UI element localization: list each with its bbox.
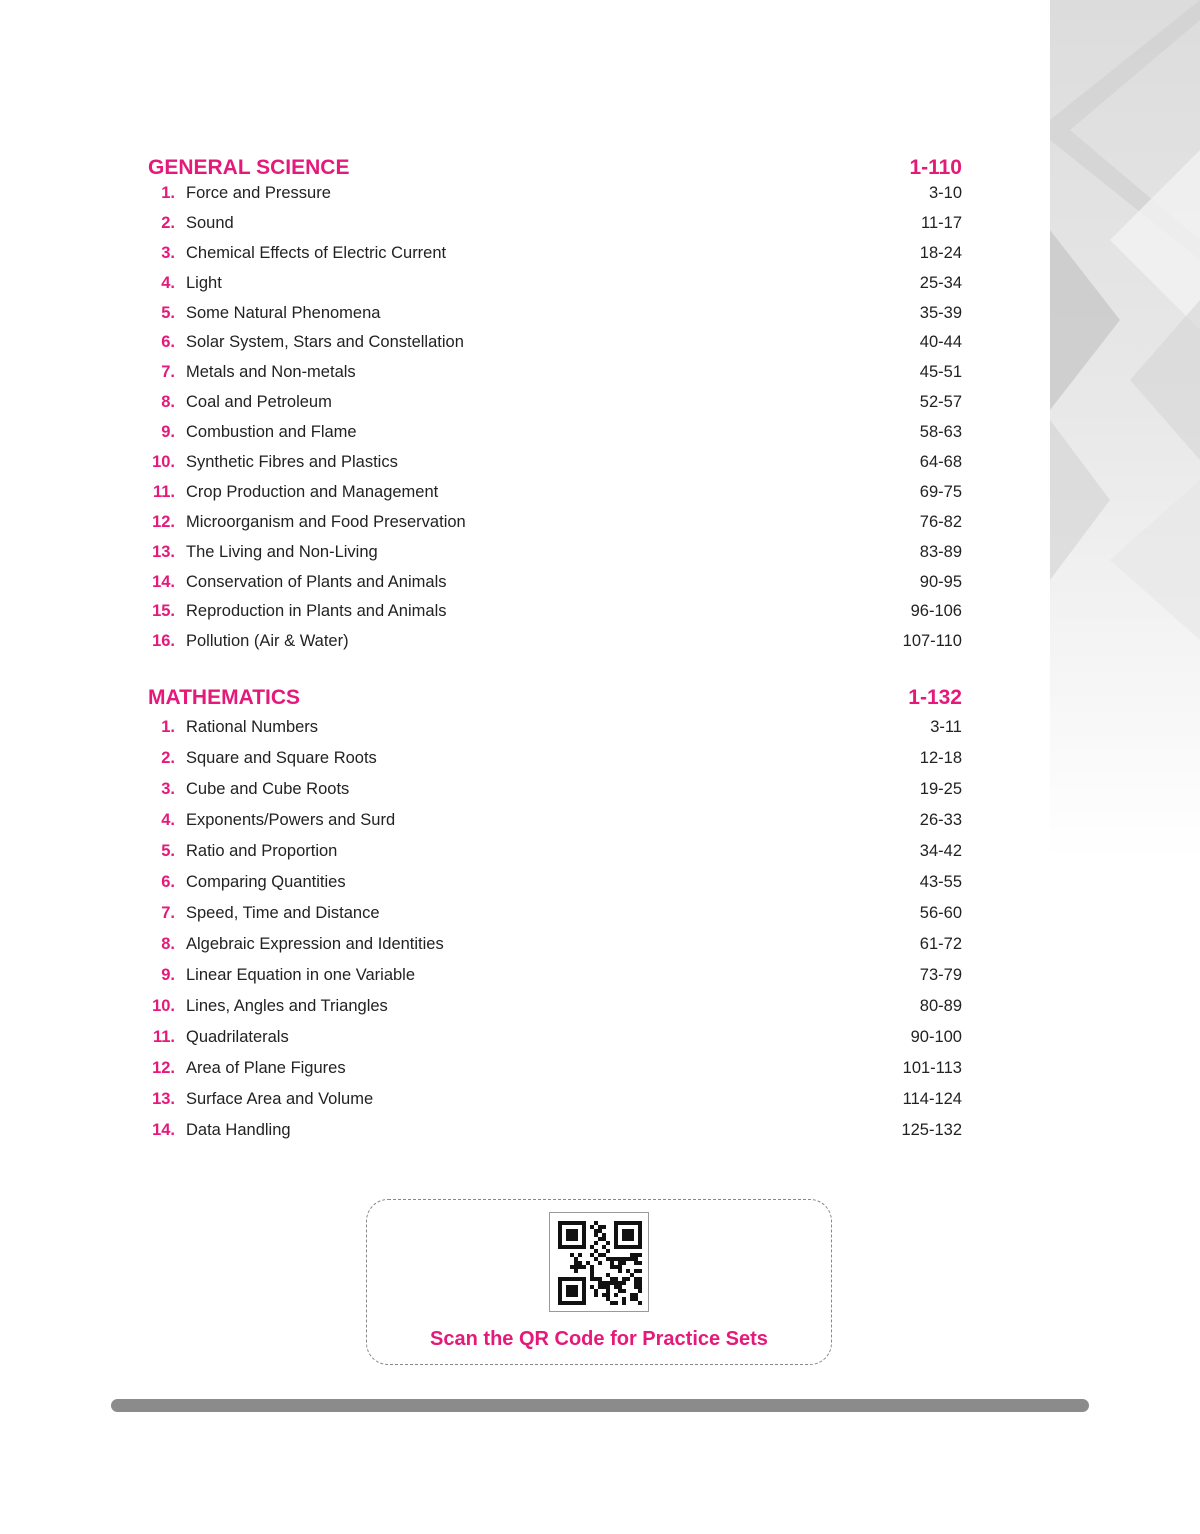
chapter-title: Light	[186, 273, 222, 292]
chapter-pages: 35-39	[919, 303, 962, 322]
chapter-pages: 45-51	[919, 363, 962, 382]
chapter-pages: 25-34	[919, 273, 962, 292]
chapter-pages: 12-18	[919, 749, 962, 767]
chapter-title: Combustion and Flame	[186, 423, 357, 442]
toc-row	[148, 1059, 962, 1090]
chapter-title: Sound	[186, 213, 234, 232]
chapter-number: 2.	[161, 749, 175, 767]
chapter-title: Coal and Petroleum	[186, 393, 332, 412]
footer-bar	[111, 1399, 1089, 1412]
chapter-title: Algebraic Expression and Identities	[186, 935, 444, 953]
chapter-pages: 11-17	[921, 213, 962, 232]
toc-row	[148, 718, 962, 749]
toc-row	[148, 1090, 962, 1121]
section-page-range: 1-110	[909, 156, 962, 179]
chapter-number: 4.	[161, 811, 175, 829]
toc-row	[148, 513, 962, 543]
chapter-number: 14.	[152, 572, 175, 591]
chapter-number: 1.	[161, 184, 175, 202]
chapter-pages: 125-132	[901, 1121, 962, 1139]
chapter-pages: 26-33	[919, 811, 962, 829]
chapter-pages: 69-75	[919, 482, 962, 501]
chapter-number: 2.	[161, 213, 175, 232]
chapter-title: The Living and Non-Living	[186, 542, 378, 561]
toc-row	[148, 543, 962, 573]
toc-section-general-science	[148, 156, 962, 662]
chapter-title: Synthetic Fibres and Plastics	[186, 453, 398, 472]
section-heading	[148, 686, 962, 714]
chapter-pages: 3-10	[928, 184, 962, 202]
toc-row	[148, 904, 962, 935]
toc-row	[148, 997, 962, 1028]
chapter-number: 3.	[161, 243, 175, 262]
chapter-number: 3.	[161, 780, 175, 798]
chapter-number: 14.	[152, 1121, 175, 1139]
toc-row	[148, 873, 962, 904]
toc-row	[148, 811, 962, 842]
chapter-title: Cube and Cube Roots	[186, 780, 350, 798]
toc-row	[148, 1121, 962, 1152]
chapter-pages: 73-79	[919, 966, 962, 984]
chapter-number: 12.	[152, 1059, 175, 1077]
chapter-title: Rational Numbers	[186, 718, 319, 736]
toc-row	[148, 749, 962, 780]
chapter-pages: 64-68	[919, 453, 962, 472]
toc-row	[148, 274, 962, 304]
chapter-title: Exponents/Powers and Surd	[186, 811, 396, 829]
chapter-pages: 52-57	[919, 393, 962, 412]
toc-row	[148, 602, 962, 632]
chapter-title: Pollution (Air & Water)	[186, 632, 349, 651]
chapter-title: Ratio and Proportion	[186, 842, 338, 860]
chapter-pages: 96-106	[910, 602, 962, 621]
chapter-pages: 58-63	[919, 423, 962, 442]
chapter-number: 12.	[152, 512, 175, 531]
chapter-pages: 18-24	[919, 243, 962, 262]
chapter-number: 9.	[161, 966, 175, 984]
chapter-title: Data Handling	[186, 1121, 291, 1139]
chapter-number: 13.	[152, 542, 175, 561]
chapter-title: Square and Square Roots	[186, 749, 377, 767]
chapter-title: Metals and Non-metals	[186, 363, 356, 382]
toc-row	[148, 573, 962, 603]
chapter-pages: 40-44	[919, 333, 962, 352]
chapter-pages: 56-60	[919, 904, 962, 922]
chapter-pages: 114-124	[902, 1090, 962, 1108]
chapter-number: 10.	[152, 453, 175, 472]
chapter-pages: 80-89	[919, 997, 962, 1015]
chapter-number: 7.	[161, 904, 175, 922]
chapter-title: Area of Plane Figures	[186, 1059, 346, 1077]
toc-row	[148, 184, 962, 214]
section-title: GENERAL SCIENCE	[148, 156, 350, 179]
toc-row	[148, 935, 962, 966]
toc-row	[148, 363, 962, 393]
chapter-number: 4.	[161, 273, 175, 292]
chapter-pages: 90-100	[910, 1028, 962, 1046]
chapter-pages: 43-55	[919, 873, 962, 891]
section-heading	[148, 156, 962, 184]
toc-row	[148, 244, 962, 274]
chapter-number: 5.	[161, 842, 175, 860]
chapter-title: Solar System, Stars and Constellation	[186, 333, 464, 352]
toc-row	[148, 304, 962, 334]
toc-row	[148, 966, 962, 997]
side-decoration	[1050, 0, 1200, 860]
section-page-range: 1-132	[908, 686, 962, 709]
chapter-title: Force and Pressure	[186, 184, 331, 202]
chapter-number: 1.	[161, 718, 175, 736]
chapter-number: 6.	[161, 873, 175, 891]
chapter-pages: 83-89	[919, 542, 962, 561]
qr-code[interactable]	[549, 1212, 649, 1312]
chapter-title: Some Natural Phenomena	[186, 303, 381, 322]
toc-row	[148, 393, 962, 423]
toc-row	[148, 214, 962, 244]
chapter-number: 11.	[152, 482, 175, 501]
qr-caption: Scan the QR Code for Practice Sets	[430, 1328, 768, 1350]
chapter-title: Surface Area and Volume	[186, 1090, 374, 1108]
chapter-title: Speed, Time and Distance	[186, 904, 380, 922]
chapter-number: 6.	[161, 333, 175, 352]
chapter-title: Linear Equation in one Variable	[186, 966, 416, 984]
chapter-number: 11.	[152, 1028, 175, 1046]
chapter-number: 15.	[152, 602, 175, 621]
toc-row	[148, 453, 962, 483]
chapter-pages: 107-110	[902, 632, 962, 651]
qr-code-panel	[366, 1199, 832, 1365]
chapter-pages: 61-72	[919, 935, 962, 953]
toc-row	[148, 780, 962, 811]
toc-row	[148, 423, 962, 453]
chapter-title: Chemical Effects of Electric Current	[186, 243, 447, 262]
section-title: MATHEMATICS	[148, 686, 301, 709]
chapter-title: Microorganism and Food Preservation	[186, 512, 466, 531]
chapter-title: Comparing Quantities	[186, 873, 346, 891]
toc-row	[148, 632, 962, 662]
toc-row	[148, 333, 962, 363]
chapter-title: Conservation of Plants and Animals	[186, 572, 447, 591]
chapter-pages: 34-42	[919, 842, 962, 860]
chapter-number: 13.	[152, 1090, 175, 1108]
chapter-number: 10.	[152, 997, 175, 1015]
chapter-pages: 19-25	[919, 780, 962, 798]
toc-row	[148, 842, 962, 873]
chapter-pages: 3-11	[930, 718, 962, 736]
chapter-number: 7.	[161, 363, 175, 382]
chapter-number: 5.	[161, 303, 175, 322]
chapter-title: Quadrilaterals	[186, 1028, 289, 1046]
chapter-number: 8.	[161, 935, 175, 953]
chapter-title: Reproduction in Plants and Animals	[186, 602, 447, 621]
chapter-number: 8.	[161, 393, 175, 412]
toc-row	[148, 483, 962, 513]
chapter-number: 16.	[152, 632, 175, 651]
toc-section-mathematics	[148, 686, 962, 1152]
chapter-title: Crop Production and Management	[186, 482, 439, 501]
chapter-pages: 76-82	[919, 512, 962, 531]
chapter-title: Lines, Angles and Triangles	[186, 997, 388, 1015]
chapter-pages: 90-95	[919, 572, 962, 591]
chapter-number: 9.	[161, 423, 175, 442]
chapter-pages: 101-113	[902, 1059, 962, 1077]
toc-row	[148, 1028, 962, 1059]
